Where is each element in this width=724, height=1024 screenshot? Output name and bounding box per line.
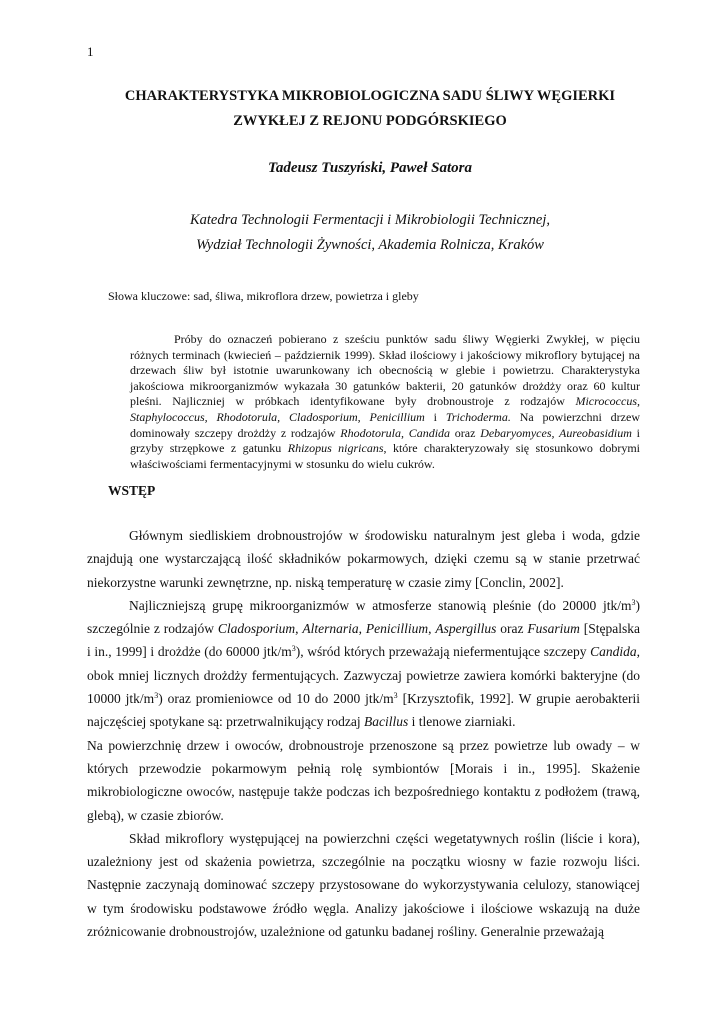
abstract-text: , które charakteryzowały się stosunkowo dobrymi właściwościami fermentacyjnymi w stosunku do wielu cukrów. bbox=[130, 441, 640, 471]
body-text-run: oraz bbox=[496, 621, 528, 637]
body-text-run: , bbox=[428, 621, 436, 637]
paper-title bbox=[110, 84, 630, 134]
genus-name: Aspergillus bbox=[435, 621, 497, 637]
abstract-text: Próby do oznaczeń pobierano z sześciu punktów sadu śliwy Węgierki Zwykłej, w pięciu różnych terminach (kwiecień – październik 1999). Skład ilościowy i jakościowy mikroflory bytującej na drzewach śliw był istotnie uwarunkowany ich obecnością w glebie i powietrzu. Charakterystyka jakościowa mikroorganizmów wykazała 30 gatunków bakterii, 20 gatunków drożdży oraz 60 kultur pleśni. Najliczniej w próbkach identyfikowane były drobnoustroje z rodzajów bbox=[130, 332, 640, 409]
page-number: 1 bbox=[87, 44, 94, 59]
body-text bbox=[87, 524, 640, 943]
authors: Tadeusz Tuszyński, Paweł Satora bbox=[268, 160, 472, 176]
title-line-1: CHARAKTERYSTYKA MIKROBIOLOGICZNA SADU ŚLIWY WĘGIERKI bbox=[124, 88, 616, 104]
superscript: 3 bbox=[291, 644, 296, 654]
abstract-text: oraz bbox=[450, 425, 481, 440]
affiliation-line-2: Wydział Technologii Żywności, Akademia Rolnicza, Kraków bbox=[196, 237, 544, 253]
affiliation-line-1: Katedra Technologii Fermentacji i Mikrobiologii Technicznej, bbox=[189, 212, 551, 228]
body-text-run: ) oraz promieniowce od 10 do 2000 jtk/m bbox=[158, 691, 394, 707]
genus-names: Trichoderma. bbox=[445, 409, 511, 424]
genus-name: Penicillium bbox=[365, 621, 429, 637]
body-text-run: [Stępalska i in., 1999] i drożdże (do 60000 jtk/m bbox=[87, 621, 641, 660]
species-name: Rhizopus nigricans bbox=[287, 441, 384, 456]
genus-name: Alternaria bbox=[302, 621, 359, 637]
body-paragraph-4: Skład mikroflory występującej na powierzchni części wegetatywnych roślin (liście i kora), uzależniony jest od skażenia powietrza, szczególnie na początku wiosny w fazie rozwoju liści. Następnie zaczynają dominować szczepy przystosowane do wykorzystywania celulozy, stanowiącej w tym środowisku podstawowe źródło węgla. Analizy jakościowe i ilościowe wskazują na duże zróżnicowanie drobnoustrojów, uzależnione od gatunku badanej rośliny. Generalnie przeważają bbox=[87, 830, 640, 940]
body-text-run: , obok mniej licznych drożdży fermentujących. Zazwyczaj powietrze zawiera komórki bakteryjne (do 10000 jtk/m bbox=[87, 644, 640, 707]
abstract-text: i grzyby strzępkowe z gatunku bbox=[130, 425, 640, 456]
superscript: 3 bbox=[154, 691, 159, 701]
superscript: 3 bbox=[631, 597, 636, 607]
genus-names: Debaryomyces, Aureobasidium bbox=[480, 425, 632, 440]
title-line-2: ZWYKŁEJ Z REJONU PODGÓRSKIEGO bbox=[233, 113, 507, 129]
genus-names: Micrococcus, Staphylococcus, Rhodotorula, Cladosporium, Penicillium bbox=[130, 394, 640, 424]
abstract bbox=[130, 332, 640, 472]
genus-name: Bacillus bbox=[364, 714, 409, 730]
body-text-run: i tlenowe ziarniaki. bbox=[408, 714, 516, 730]
body-text-run: ), wśród których przeważają niefermentujące szczepy bbox=[295, 644, 591, 660]
keywords: Słowa kluczowe: sad, śliwa, mikroflora drzew, powietrza i gleby bbox=[108, 289, 419, 303]
superscript: 3 bbox=[393, 691, 398, 701]
affiliation bbox=[110, 208, 630, 258]
genus-name: Candida bbox=[590, 644, 637, 660]
abstract-text: i bbox=[424, 409, 446, 424]
body-paragraph-3: Na powierzchnię drzew i owoców, drobnoustroje przenoszone są przez powietrze lub owady – w których przewodzie pokarmowym pełnią rolę symbiontów [Morais i in., 1995]. Skażenie mikrobiologiczne owoców, następuje także podczas ich bezpośredniego kontaktu z podłożem (trawą, glebą), w czasie zbiorów. bbox=[87, 737, 640, 823]
body-paragraph-1: Głównym siedliskiem drobnoustrojów w środowisku naturalnym jest gleba i woda, gdzie znajdują one wystarczającą ilość składników pokarmowych, dzięki czemu są w stanie przetrwać niekorzystne warunki zewnętrzne, np. niską temperaturę w czasie zimy [Conclin, 2002]. bbox=[87, 528, 640, 590]
body-text-run: [Krzysztofik, 1992]. W grupie aerobakterii najczęściej spotykane są: przetrwalnikujący rodzaj bbox=[87, 691, 640, 730]
body-text-run: , bbox=[358, 621, 366, 637]
body-paragraph-2 bbox=[87, 594, 640, 734]
genus-name: Cladosporium bbox=[217, 621, 296, 637]
body-text-run: , bbox=[295, 621, 303, 637]
genus-name: Fusarium bbox=[527, 621, 580, 637]
body-text-run: Najliczniejszą grupę mikroorganizmów w atmosferze stanowią pleśnie (do 20000 jtk/m bbox=[129, 597, 632, 613]
abstract-paragraph bbox=[130, 332, 640, 472]
genus-names: Rhodotorula, Candida bbox=[340, 425, 451, 440]
abstract-text: Na powierzchni drzew dominowały szczepy drożdży z rodzajów bbox=[130, 409, 640, 440]
body-text-run: ) szczególnie z rodzajów bbox=[87, 597, 640, 637]
section-heading: WSTĘP bbox=[108, 483, 156, 498]
